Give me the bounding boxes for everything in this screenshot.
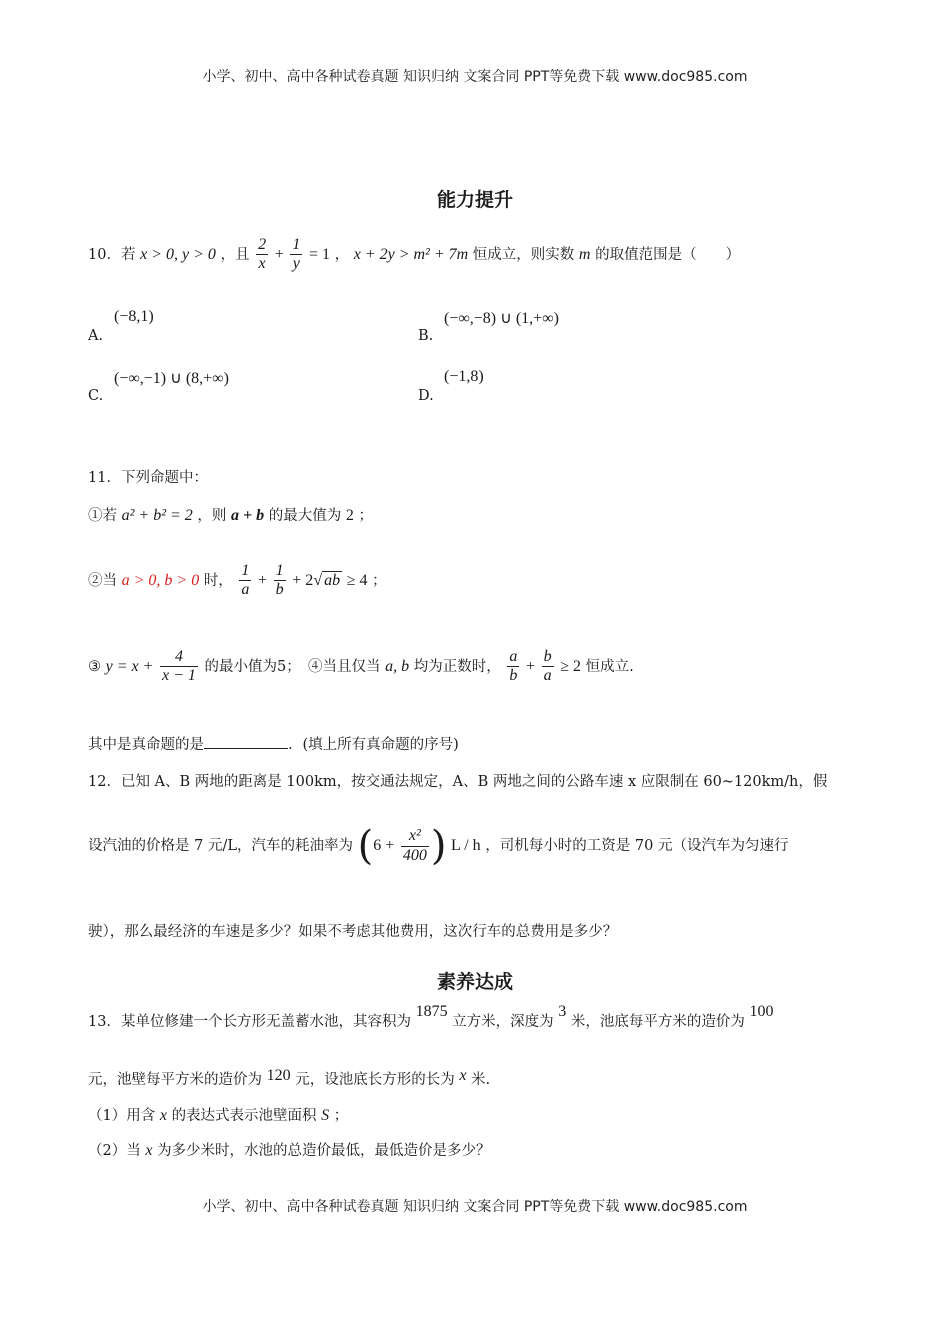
q11-p4-fraction-1: $\frac{a}{b}$ (509, 648, 518, 685)
section-title-ability: 能力提升 (436, 189, 513, 211)
q10-fraction-1: $\frac{2}{x}$ (258, 236, 267, 273)
q10-equals: = 1 (308, 245, 330, 263)
option-label: C. (88, 388, 104, 404)
q13-bottom-cost: 100 (749, 1003, 774, 1020)
q10-condition: x > 0, y > 0 (140, 245, 216, 263)
q10-text-2: 恒成立，则实数 (472, 246, 575, 263)
q11-p2-sqrt: ab (324, 571, 341, 589)
q11-p1-value: 2 (345, 507, 354, 524)
q11-p3-fraction: $\frac{4}{x - 1}$ (162, 648, 196, 685)
q11-question: 其中是真命题的是 ．(填上所有真命题的序号) (88, 737, 459, 753)
page-footer: 小学、初中、高中各种试卷真题 知识归纳 文案合同 PPT等免费下载 www.doc985.com (202, 1199, 748, 1215)
q10-var: m (578, 245, 591, 263)
question-12-line-3: 驶），那么最经济的车速是多少？如果不考虑其他费用，这次行车的总费用是多少？ (88, 924, 618, 940)
question-11-intro: 11．下列命题中： (88, 470, 208, 486)
question-12-line-1: 12．已知 A、B 两地的距离是 100km，按交通法规定，A、B 两地之间的公路车速 x 应限制在 60~120km/h，假 (88, 774, 828, 790)
q12-fuel-fraction: $\frac{\text{x²}}{400}$ (402, 827, 427, 864)
question-13-line-2: 元，池壁每平方米的造价为 120 元，设池底长方形的长为 x 米. (88, 1067, 491, 1088)
q11-p1-expression: a + b (231, 507, 265, 524)
option-value: (−∞,−1) ∪ (8,+∞) (114, 370, 229, 387)
question-10-stem (88, 236, 740, 274)
q10-comma: ， (334, 246, 350, 263)
q10-inequality: x + 2y > m² + 7m (353, 245, 469, 263)
q10-text-1: ，且 (220, 246, 250, 263)
q13-wall-cost: 120 (266, 1067, 291, 1084)
option-label: B. (418, 328, 434, 344)
q13-depth: 3 (558, 1003, 567, 1020)
question-13-line-1: 13．某单位修建一个长方形无盖蓄水池，其容积为 1875 立方米，深度为 3 米，池底每平方米的造价为 100 (88, 1003, 774, 1030)
q11-proposition-3-4: ③ y = x + $\frac{4}{x - 1}$ 的最小值为5； ④当且仅当 a, b 均为正数时， $\frac{a}{b}$ + $\frac{b}{a}$ ≥ 2 恒成立. (88, 648, 634, 685)
q10-plus: + (274, 245, 284, 263)
q13-volume: 1875 (415, 1003, 448, 1020)
answer-blank[interactable] (204, 748, 288, 749)
option-label: A. (88, 328, 104, 344)
option-value: (−8,1) (114, 308, 154, 325)
section-title-literacy: 素养达成 (436, 971, 513, 993)
q10-number: 10．若 (88, 246, 136, 263)
option-value: (−∞,−8) ∪ (1,+∞) (444, 310, 559, 327)
q12-unit: L / h (451, 837, 481, 854)
option-value: (−1,8) (444, 368, 484, 385)
question-13-sub-2: （2）当 x 为多少米时，水池的总造价最低，最低造价是多少？ (88, 1142, 491, 1159)
q10-text-3: 的取值范围是（ ） (595, 246, 741, 263)
q11-p4-fraction-2: $\frac{b}{a}$ (543, 648, 552, 685)
q11-p2-fraction-1: $\frac{1}{a}$ (241, 562, 250, 599)
question-13-sub-1: （1）用含 x 的表达式表示池壁面积 S ； (88, 1107, 349, 1124)
q11-p1-condition: a² + b² = 2 (121, 507, 193, 524)
page-header: 小学、初中、高中各种试卷真题 知识归纳 文案合同 PPT等免费下载 www.doc985.com (202, 69, 748, 85)
q13-var-x: x (459, 1067, 467, 1084)
q11-proposition-1: ①若 a² + b² = 2 ，则 a + b 的最大值为 2 ； (88, 507, 373, 524)
option-label: D. (418, 388, 434, 404)
q10-fraction-2: $\frac{1}{y}$ (292, 236, 301, 273)
q11-p2-fraction-2: $\frac{1}{b}$ (275, 562, 284, 599)
question-12-line-2: 设汽油的价格是 7 元/L，汽车的耗油率为 (6 + $\frac{\text{x²}}{400}$ ) L / h ，司机每小时的工资是 70 元（设汽车为匀速行 (88, 823, 789, 869)
q11-proposition-2: ②当 a > 0, b > 0 时， $\frac{1}{a}$ + $\frac{1}{b}$ + 2√ ab ≥ 4 ； (88, 562, 387, 599)
q11-p2-condition-red: a > 0, b > 0 (121, 571, 200, 589)
